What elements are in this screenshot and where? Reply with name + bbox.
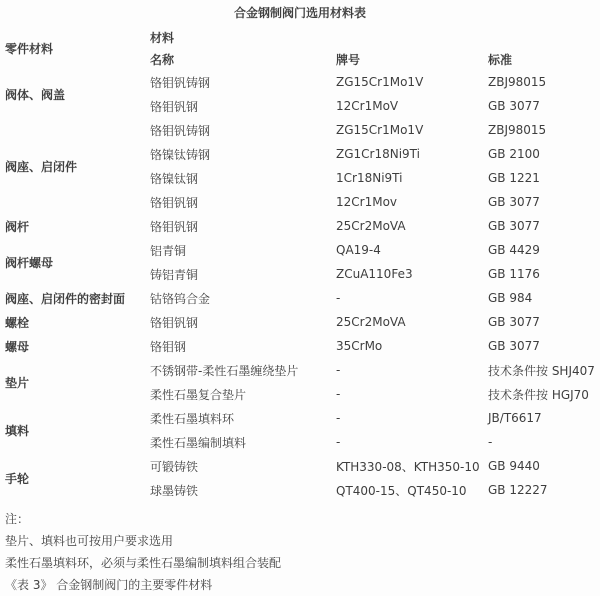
name-cell: 不锈钢带-柔性石墨缠绕垫片 bbox=[150, 363, 299, 378]
name-cell: 铬镍钛钢 bbox=[150, 171, 199, 186]
standard-cell: ZBJ98015 bbox=[488, 75, 547, 89]
table-row bbox=[0, 358, 600, 382]
name-cell: 铬钼钒铸钢 bbox=[150, 75, 211, 90]
part-cell: 阀座、启闭件的密封面 bbox=[5, 291, 126, 306]
name-cell: 可锻铸铁 bbox=[150, 459, 199, 474]
table-header bbox=[0, 26, 600, 70]
table-row bbox=[0, 334, 600, 358]
grade-cell: 1Cr18Ni9Ti bbox=[336, 171, 403, 185]
table-row bbox=[0, 454, 600, 478]
standard-cell: GB 12227 bbox=[488, 483, 548, 497]
note-line: 《表 3》 合金钢制阀门的主要零件材料 bbox=[5, 578, 213, 592]
name-cell: 铬钼钒铸钢 bbox=[150, 123, 211, 138]
standard-cell: GB 3077 bbox=[488, 315, 540, 329]
header-row-1 bbox=[0, 26, 600, 48]
name-cell: 柔性石墨编制填料 bbox=[150, 435, 247, 450]
grade-cell: QT400-15、QT450-10 bbox=[336, 483, 467, 498]
grade-cell: QA19-4 bbox=[336, 243, 381, 257]
standard-cell: 技术条件按 SHJ407 bbox=[488, 363, 595, 378]
name-cell: 铬钼钒钢 bbox=[150, 195, 199, 210]
header-material-group: 材料 bbox=[150, 30, 175, 45]
grade-cell: KTH330-08、KTH350-10 bbox=[336, 459, 480, 474]
name-cell: 铬钼钒钢 bbox=[150, 219, 199, 234]
part-cell: 阀杆 bbox=[5, 219, 30, 234]
standard-cell: - bbox=[488, 435, 493, 449]
name-cell: 铝青铜 bbox=[150, 243, 187, 258]
standard-cell: GB 4429 bbox=[488, 243, 540, 257]
grade-cell: 35CrMo bbox=[336, 339, 383, 353]
grade-cell: ZG1Cr18Ni9Ti bbox=[336, 147, 420, 161]
part-cell: 阀体、阀盖 bbox=[5, 87, 66, 102]
grade-cell: 12Cr1Mov bbox=[336, 195, 398, 209]
table-body bbox=[0, 70, 600, 502]
name-cell: 钴铬钨合金 bbox=[150, 291, 211, 306]
standard-cell: GB 3077 bbox=[488, 219, 540, 233]
materials-table bbox=[0, 26, 600, 502]
notes bbox=[0, 508, 600, 596]
standard-cell: GB 984 bbox=[488, 291, 533, 305]
part-cell: 垫片 bbox=[5, 375, 30, 390]
standard-cell: GB 3077 bbox=[488, 195, 540, 209]
standard-cell: 技术条件按 HGJ70 bbox=[488, 387, 589, 402]
name-cell: 铬镍钛铸钢 bbox=[150, 147, 211, 162]
name-cell: 铬钼钒钢 bbox=[150, 315, 199, 330]
grade-cell: 25Cr2MoVA bbox=[336, 315, 406, 329]
note-line: 垫片、填料也可按用户要求选用 bbox=[5, 534, 174, 548]
name-cell: 柔性石墨填料环 bbox=[150, 411, 235, 426]
grade-cell: 25Cr2MoVA bbox=[336, 219, 406, 233]
part-cell: 螺栓 bbox=[5, 315, 30, 330]
header-standard: 标准 bbox=[488, 52, 513, 67]
grade-cell: - bbox=[336, 411, 341, 425]
part-cell: 螺母 bbox=[5, 339, 30, 354]
grade-cell: ZG15Cr1Mo1V bbox=[336, 123, 424, 137]
grade-cell: - bbox=[336, 435, 341, 449]
page-title: 合金钢制阀门选用材料表 bbox=[233, 6, 366, 20]
table-row bbox=[0, 238, 600, 262]
standard-cell: GB 1221 bbox=[488, 171, 540, 185]
name-cell: 铬钼钢 bbox=[150, 339, 187, 354]
grade-cell: - bbox=[336, 363, 341, 377]
part-cell: 手轮 bbox=[5, 471, 30, 486]
notes-label: 注： bbox=[5, 512, 30, 526]
standard-cell: GB 3077 bbox=[488, 339, 540, 353]
standard-cell: JB/T6617 bbox=[488, 411, 542, 425]
table-row bbox=[0, 70, 600, 94]
header-grade: 牌号 bbox=[336, 52, 361, 67]
table-row bbox=[0, 310, 600, 334]
table-row bbox=[0, 406, 600, 430]
header-name: 名称 bbox=[150, 52, 175, 67]
name-cell: 柔性石墨复合垫片 bbox=[150, 387, 247, 402]
grade-cell: 12Cr1MoV bbox=[336, 99, 399, 113]
standard-cell: GB 1176 bbox=[488, 267, 540, 281]
part-cell: 阀座、启闭件 bbox=[5, 159, 78, 174]
note-line: 柔性石墨填料环，必须与柔性石墨编制填料组合装配 bbox=[5, 556, 282, 570]
table-row bbox=[0, 286, 600, 310]
standard-cell: GB 2100 bbox=[488, 147, 540, 161]
grade-cell: ZG15Cr1Mo1V bbox=[336, 75, 424, 89]
name-cell: 球墨铸铁 bbox=[150, 483, 199, 498]
table-row bbox=[0, 214, 600, 238]
standard-cell: GB 9440 bbox=[488, 459, 540, 473]
name-cell: 铬钼钒钢 bbox=[150, 99, 199, 114]
header-part-material: 零件材料 bbox=[5, 41, 54, 56]
standard-cell: GB 3077 bbox=[488, 99, 540, 113]
part-cell: 填料 bbox=[5, 423, 30, 438]
part-cell: 阀杆螺母 bbox=[5, 255, 54, 270]
grade-cell: - bbox=[336, 387, 341, 401]
table-row bbox=[0, 118, 600, 142]
grade-cell: ZCuA110Fe3 bbox=[336, 267, 413, 281]
name-cell: 铸铝青铜 bbox=[150, 267, 199, 282]
standard-cell: ZBJ98015 bbox=[488, 123, 547, 137]
grade-cell: - bbox=[336, 291, 341, 305]
